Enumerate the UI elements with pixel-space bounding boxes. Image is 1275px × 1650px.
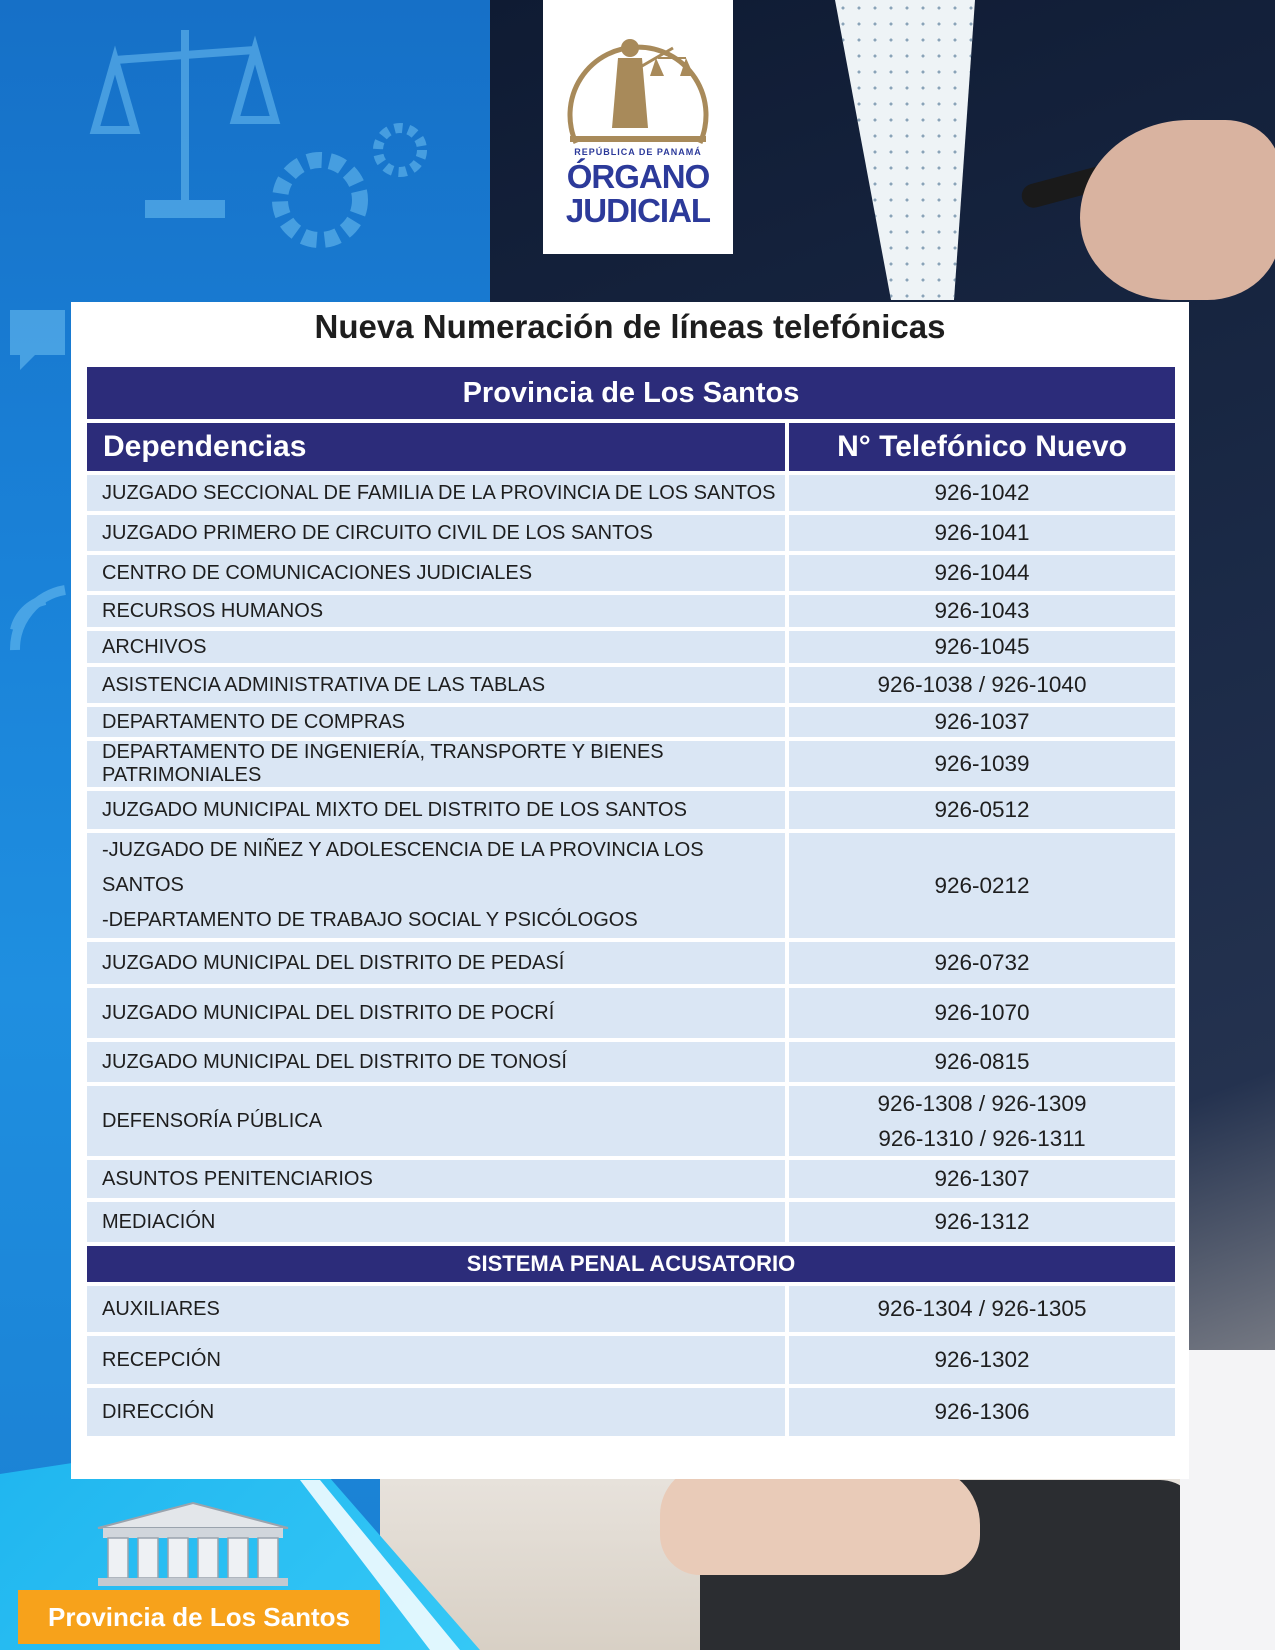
- phone-cell: [789, 667, 1175, 703]
- table-header: [87, 423, 1175, 471]
- logo-title-line1: ÓRGANO: [566, 158, 710, 195]
- dependency-name: DEPARTAMENTO DE COMPRAS: [102, 710, 406, 733]
- phone-cell: [789, 791, 1175, 829]
- phone-cell: [789, 942, 1175, 984]
- dependency-name: ARCHIVOS: [102, 635, 207, 658]
- table-row: [87, 475, 1175, 511]
- dependency-cell: [87, 988, 789, 1038]
- table-row: [87, 1042, 1175, 1082]
- dependency-cell: [87, 707, 789, 737]
- phone-cell: [789, 988, 1175, 1038]
- table-row: [87, 988, 1175, 1038]
- phone-number: 926-1306: [934, 1399, 1030, 1424]
- dependency-name: CENTRO DE COMUNICACIONES JUDICIALES: [102, 561, 533, 584]
- courthouse-building-icon: [88, 1498, 298, 1588]
- phone-number: 926-1044: [934, 560, 1030, 585]
- header-phone: N° Telefónico Nuevo: [789, 423, 1175, 471]
- phone-number: 926-1038 / 926-1040: [877, 672, 1087, 697]
- dependency-cell: [87, 833, 789, 938]
- dependency-name: JUZGADO SECCIONAL DE FAMILIA DE LA PROVINCIA DE LOS SANTOS: [102, 481, 776, 504]
- phone-directory-table: [87, 363, 1175, 1440]
- phone-number: 926-1041: [934, 520, 1030, 545]
- phone-number: 926-1042: [934, 480, 1030, 505]
- scales-icon: [85, 10, 285, 230]
- phone-cell: [789, 1388, 1175, 1436]
- page-title: Nueva Numeración de líneas telefónicas: [314, 308, 946, 345]
- dependency-name: -JUZGADO DE NIÑEZ Y ADOLESCENCIA DE LA PROVINCIA LOS SANTOS: [102, 839, 704, 896]
- dependency-cell: [87, 1336, 789, 1384]
- dependency-cell: [87, 555, 789, 591]
- phone-number: 926-0512: [934, 797, 1030, 822]
- table-row: [87, 1086, 1175, 1156]
- dependency-name: AUXILIARES: [102, 1297, 220, 1320]
- dependency-cell: [87, 1286, 789, 1332]
- dependency-cell: [87, 667, 789, 703]
- table-row: [87, 595, 1175, 627]
- dependency-cell: [87, 475, 789, 511]
- spa-band-row: [87, 1246, 1175, 1282]
- phone-cell: [789, 1202, 1175, 1242]
- phone-number-line2: 926-1310 / 926-1311: [878, 1126, 1086, 1151]
- phone-cell: [789, 833, 1175, 938]
- footer-province-badge: Provincia de Los Santos: [18, 1590, 380, 1644]
- dependency-cell: [87, 741, 789, 787]
- table-row: [87, 667, 1175, 703]
- phone-cell: [789, 555, 1175, 591]
- phone-cell: [789, 1160, 1175, 1198]
- phone-number: 926-1070: [934, 1000, 1030, 1025]
- hand-on-phone-decoration: [660, 1465, 980, 1575]
- phone-cell: [789, 595, 1175, 627]
- dependency-name: ASISTENCIA ADMINISTRATIVA DE LAS TABLAS: [102, 673, 546, 696]
- logo-subtitle: REPÚBLICA DE PANAMÁ: [574, 147, 702, 157]
- dependency-name: JUZGADO MUNICIPAL DEL DISTRITO DE TONOSÍ: [102, 1050, 567, 1073]
- phone-number: 926-0815: [934, 1049, 1030, 1074]
- table-row: [87, 515, 1175, 551]
- province-band-row: [87, 367, 1175, 419]
- phone-cell: [789, 515, 1175, 551]
- phone-number: 926-1312: [934, 1209, 1030, 1234]
- dependency-cell: [87, 1086, 789, 1156]
- dependency-name: JUZGADO MUNICIPAL DEL DISTRITO DE PEDASÍ: [102, 951, 565, 974]
- phone-number: 926-1039: [934, 751, 1030, 776]
- phone-number: 926-1304 / 926-1305: [877, 1296, 1087, 1321]
- phone-cell: [789, 1286, 1175, 1332]
- phone-number: 926-1307: [934, 1166, 1030, 1191]
- phone-cell: [789, 1042, 1175, 1082]
- phone-number: 926-0732: [934, 950, 1030, 975]
- dependency-name: MEDIACIÓN: [102, 1210, 216, 1233]
- table-row: [87, 631, 1175, 663]
- chat-bubble-icon: [5, 300, 75, 380]
- table-row: [87, 942, 1175, 984]
- table-row: [87, 1202, 1175, 1242]
- organo-judicial-logo: [543, 0, 733, 254]
- phone-cell: [789, 1086, 1175, 1156]
- dependency-cell: [87, 631, 789, 663]
- phone-number: 926-1308 / 926-1309: [877, 1091, 1087, 1116]
- table-row: [87, 707, 1175, 737]
- province-band: Provincia de Los Santos: [87, 367, 1175, 419]
- phone-number: 926-0212: [934, 872, 1030, 898]
- sleeve-decoration: [1180, 1350, 1275, 1650]
- phone-number: 926-1043: [934, 598, 1030, 623]
- dependency-name-line2: -DEPARTAMENTO DE TRABAJO SOCIAL Y PSICÓLOGOS: [102, 909, 638, 931]
- dependency-name: RECEPCIÓN: [102, 1348, 221, 1371]
- table-row: [87, 791, 1175, 829]
- dependency-cell: [87, 942, 789, 984]
- dependency-name: RECURSOS HUMANOS: [102, 599, 324, 622]
- table-row: [87, 833, 1175, 938]
- dependency-name: ASUNTOS PENITENCIARIOS: [102, 1167, 373, 1190]
- phone-cell: [789, 1336, 1175, 1384]
- table-row: [87, 1286, 1175, 1332]
- dependency-cell: [87, 1388, 789, 1436]
- phone-number: 926-1302: [934, 1347, 1030, 1372]
- table-row: [87, 555, 1175, 591]
- table-row: [87, 1388, 1175, 1436]
- dependency-cell: [87, 515, 789, 551]
- dependency-cell: [87, 595, 789, 627]
- phone-number: 926-1037: [934, 709, 1030, 734]
- lady-justice-seal-icon: [558, 18, 718, 148]
- dependency-name: JUZGADO MUNICIPAL MIXTO DEL DISTRITO DE LOS SANTOS: [102, 798, 687, 821]
- phone-number: 926-1045: [934, 634, 1030, 659]
- table-row: [87, 1160, 1175, 1198]
- phone-cell: [789, 475, 1175, 511]
- dependency-name: DIRECCIÓN: [102, 1400, 215, 1423]
- logo-title-line2: JUDICIAL: [565, 192, 711, 229]
- wifi-icon: [5, 560, 75, 660]
- phone-cell: [789, 707, 1175, 737]
- phone-cell: [789, 631, 1175, 663]
- dependency-cell: [87, 1202, 789, 1242]
- dependency-name: DEPARTAMENTO DE INGENIERÍA, TRANSPORTE Y BIENES PATRIMONIALES: [102, 741, 664, 786]
- header-dependencies: Dependencias: [87, 423, 789, 471]
- dependency-cell: [87, 1160, 789, 1198]
- table-row: [87, 1336, 1175, 1384]
- dependency-name: JUZGADO PRIMERO DE CIRCUITO CIVIL DE LOS SANTOS: [102, 521, 653, 544]
- gear-icon: [260, 110, 460, 270]
- phone-directory-card: [71, 302, 1189, 1479]
- dependency-cell: [87, 791, 789, 829]
- dependency-name: DEFENSORÍA PÚBLICA: [102, 1109, 323, 1132]
- phone-cell: [789, 741, 1175, 787]
- table-row: [87, 741, 1175, 787]
- spa-band: SISTEMA PENAL ACUSATORIO: [87, 1246, 1175, 1282]
- dependency-cell: [87, 1042, 789, 1082]
- dependency-name: JUZGADO MUNICIPAL DEL DISTRITO DE POCRÍ: [102, 1001, 555, 1024]
